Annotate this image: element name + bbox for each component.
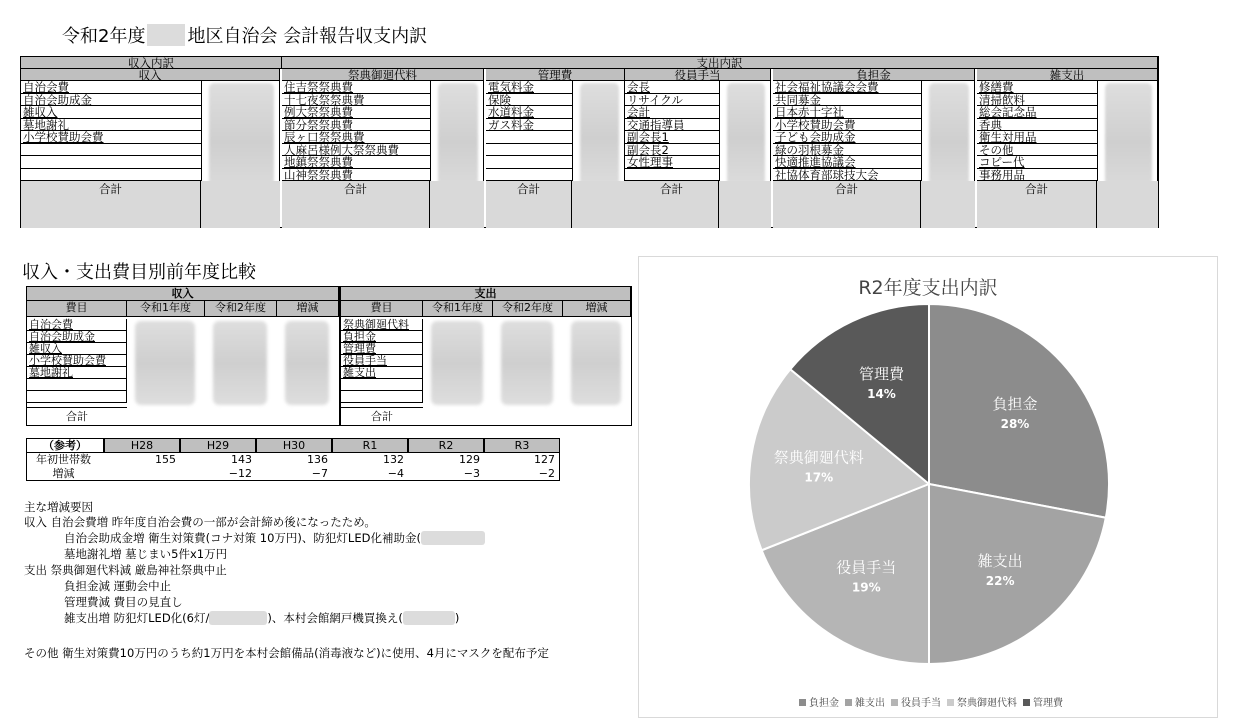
households-value: 129 <box>459 453 480 466</box>
total-label-misc: 合計 <box>977 181 1097 228</box>
empty-cell <box>486 156 572 169</box>
total-label: 合計 <box>27 407 127 425</box>
group-header: 収入 <box>27 287 339 301</box>
slice-label-4: 管理費 <box>858 365 904 384</box>
legend-swatch <box>1023 699 1030 706</box>
households-value: 127 <box>484 453 560 467</box>
item-income: 雑収入 <box>21 106 201 119</box>
empty-cell <box>27 391 127 403</box>
change-value: −4 <box>332 467 408 481</box>
redacted-amount <box>421 531 485 545</box>
redacted-amount <box>403 611 455 625</box>
report-table <box>20 56 1159 228</box>
note-line-7-a: 雑支出増 防犯灯LED化(6灯/ <box>64 611 210 625</box>
divider <box>719 81 720 181</box>
column-header: 令和2年度 <box>205 301 277 317</box>
item-officer: リサイクル <box>625 94 719 107</box>
note-line-2 <box>64 531 485 546</box>
redacted-values <box>571 321 621 405</box>
legend-item: 雑支出 <box>855 698 885 709</box>
change-value: −2 <box>484 467 560 481</box>
item-misc: 衛生対用品 <box>977 131 1097 144</box>
column-header-burden: 負担金 <box>773 69 975 81</box>
divider <box>572 81 573 181</box>
item-officer: 会計 <box>625 106 719 119</box>
redacted-values <box>213 321 267 405</box>
slice-value-0: 28% <box>1000 416 1030 431</box>
total-value-redacted <box>430 181 484 228</box>
households-value: 132 <box>383 453 404 466</box>
item-misc: コピー代 <box>977 156 1097 169</box>
item-burden: 共同募金 <box>773 94 921 107</box>
total-label-burden: 合計 <box>773 181 921 228</box>
column-header: 増減 <box>277 301 339 317</box>
divider <box>921 81 922 181</box>
notes <box>24 500 634 670</box>
redacted-values <box>135 321 195 405</box>
item-misc: 総会記念品 <box>977 106 1097 119</box>
item-management: 水道料金 <box>486 106 572 119</box>
expense-pie-chart <box>638 256 1218 718</box>
note-line-3: 墓地謝礼増 墓じまい5件x1万円 <box>64 547 228 561</box>
total-value-redacted <box>572 181 625 228</box>
page-title <box>62 22 427 48</box>
row-label: 雑支出 <box>341 367 423 379</box>
header-expense-group: 支出内訳 <box>282 57 1158 69</box>
empty-cell <box>21 169 201 182</box>
item-misc: 清掃飲料 <box>977 94 1097 107</box>
redacted-values <box>501 321 553 405</box>
column-header-festival: 祭典御廻代料 <box>282 69 484 81</box>
row-label: 管理費 <box>341 343 423 355</box>
item-management: 保険 <box>486 94 572 107</box>
column-header-misc: 雑支出 <box>977 69 1158 81</box>
redacted-values <box>285 321 329 405</box>
households-value: 143 <box>231 453 252 466</box>
chart-title: R2年度支出内訳 <box>858 277 998 299</box>
item-misc: その他 <box>977 144 1097 157</box>
column-header: 令和1年度 <box>127 301 205 317</box>
households-value: 136 <box>307 453 328 466</box>
row-label: 自治会費 <box>27 319 127 331</box>
item-festival: 十七夜祭祭典費 <box>282 94 430 107</box>
legend-item: 管理費 <box>1033 698 1063 709</box>
total-value-redacted <box>921 181 975 228</box>
row-label: 雑収入 <box>27 343 127 355</box>
change-value: −7 <box>256 467 332 481</box>
empty-cell <box>341 379 423 391</box>
item-festival: 地鎮祭祭典費 <box>282 156 430 169</box>
note-line-5: 負担金減 運動会中止 <box>64 579 172 593</box>
item-income: 小学校賛助会費 <box>21 131 201 144</box>
chart-legend <box>639 694 1217 709</box>
item-burden: 社会福祉協議会会費 <box>773 81 921 94</box>
redacted-values <box>431 321 483 405</box>
item-festival: 山神祭祭典費 <box>282 169 430 182</box>
slice-value-3: 17% <box>804 470 834 485</box>
item-officer: 交通指導員 <box>625 119 719 132</box>
empty-cell <box>486 169 572 182</box>
slice-label-0: 負担金 <box>992 394 1038 413</box>
row-label: 自治会助成金 <box>27 331 127 343</box>
year-header: H29 <box>180 438 256 453</box>
row-label: 小学校賛助会費 <box>27 355 127 367</box>
item-officer: 副会長2 <box>625 144 719 157</box>
column-header-income: 収入 <box>21 69 280 81</box>
divider <box>1097 81 1098 181</box>
total-label-management: 合計 <box>486 181 572 228</box>
slice-value-2: 19% <box>851 580 881 595</box>
total-value-redacted <box>1097 181 1158 228</box>
change-value: −12 <box>180 467 256 481</box>
item-misc: 事務用品 <box>977 169 1097 182</box>
item-income: 自治会助成金 <box>21 94 201 107</box>
item-officer: 副会長1 <box>625 131 719 144</box>
households-label: 年初世帯数 <box>26 453 104 467</box>
item-income: 自治会費 <box>21 81 201 94</box>
total-label: 合計 <box>341 407 423 425</box>
households-value: 155 <box>155 453 176 466</box>
total-label-officer: 合計 <box>625 181 719 228</box>
year-header: H28 <box>104 438 180 453</box>
empty-cell <box>27 379 127 391</box>
slice-label-3: 祭典御廻代料 <box>773 448 864 467</box>
total-label-festival: 合計 <box>282 181 430 228</box>
divider <box>430 81 431 181</box>
item-festival: 人麻呂様例大祭祭典費 <box>282 144 430 157</box>
item-burden: 快適推進協議会 <box>773 156 921 169</box>
note-line-4: 支出 祭典御廻代料減 厳島神社祭典中止 <box>24 563 227 577</box>
row-label: 祭典御廻代料 <box>341 319 423 331</box>
group-header: 支出 <box>341 287 631 301</box>
item-festival: 住吉祭祭典費 <box>282 81 430 94</box>
slice-label-2: 役員手当 <box>836 558 897 577</box>
legend-item: 役員手当 <box>901 698 941 709</box>
column-header: 費目 <box>341 301 423 317</box>
item-festival: 辰ヶ口祭祭典費 <box>282 131 430 144</box>
legend-item: 負担金 <box>809 698 839 709</box>
year-header: R3 <box>484 438 560 453</box>
item-burden: 緑の羽根募金 <box>773 144 921 157</box>
item-income: 墓地謝礼 <box>21 119 201 132</box>
change-label: 増減 <box>26 467 104 481</box>
legend-swatch <box>799 699 806 706</box>
item-management: ガス料金 <box>486 119 572 132</box>
legend-item: 祭典御廻代料 <box>957 698 1017 709</box>
column-header: 費目 <box>27 301 127 317</box>
column-header: 令和2年度 <box>493 301 563 317</box>
column-header: 令和1年度 <box>423 301 493 317</box>
reference-label: （参考） <box>26 438 104 453</box>
row-label: 墓地謝礼 <box>27 367 127 379</box>
header-income-group: 収入内訳 <box>21 57 282 69</box>
legend-swatch <box>845 699 852 706</box>
item-burden: 小学校賛助会費 <box>773 119 921 132</box>
item-officer: 女性理事 <box>625 156 719 169</box>
note-line-7 <box>64 611 459 626</box>
notes-heading: 主な増減要因 <box>24 500 93 514</box>
title-suffix: 地区自治会 会計報告収支内訳 <box>187 26 428 47</box>
note-line-7-c: ) <box>454 611 460 625</box>
legend-swatch <box>891 699 898 706</box>
slice-value-4: 14% <box>867 387 896 402</box>
year-header: R1 <box>332 438 408 453</box>
redacted-amount <box>209 611 267 625</box>
note-line-1: 収入 自治会費増 昨年度自治会費の一部が会計締め後になったため。 <box>24 515 376 529</box>
item-misc: 修繕費 <box>977 81 1097 94</box>
pie-svg <box>639 287 1217 707</box>
divider <box>201 81 202 181</box>
change-value: −3 <box>408 467 484 481</box>
empty-cell <box>486 144 572 157</box>
note-line-6: 管理費減 費目の見直し <box>64 595 183 609</box>
title-prefix: 令和2年度 <box>62 26 146 47</box>
reference-table <box>26 438 560 484</box>
year-header: R2 <box>408 438 484 453</box>
redacted-values <box>727 83 765 193</box>
slice-label-1: 雑支出 <box>977 551 1023 570</box>
note-line-7-b: )、本村会館網戸機買換え( <box>267 611 403 625</box>
column-header: 増減 <box>563 301 631 317</box>
legend-swatch <box>947 699 954 706</box>
comparison-title: 収入・支出費目別前年度比較 <box>22 262 256 283</box>
item-burden: 子ども会助成金 <box>773 131 921 144</box>
total-value-redacted <box>201 181 280 228</box>
income-comparison-table <box>26 286 340 426</box>
empty-cell <box>21 156 201 169</box>
empty-cell <box>21 144 201 157</box>
row-label: 負担金 <box>341 331 423 343</box>
redacted-values <box>580 83 619 193</box>
empty-cell <box>625 169 719 182</box>
total-value-redacted <box>719 181 771 228</box>
item-burden: 社協体育部球技大会 <box>773 169 921 182</box>
change-value <box>104 467 180 481</box>
item-festival: 節分祭祭典費 <box>282 119 430 132</box>
item-management: 電気料金 <box>486 81 572 94</box>
note-line-2-text: 自治会助成金増 衛生対策費(コナ対策 10万円)、防犯灯LED化補助金( <box>64 531 421 545</box>
empty-cell <box>486 131 572 144</box>
item-officer: 会長 <box>625 81 719 94</box>
item-burden: 日本赤十字社 <box>773 106 921 119</box>
column-header-officer: 役員手当 <box>625 69 771 81</box>
column-header-management: 管理費 <box>486 69 625 81</box>
redacted-district <box>147 24 185 46</box>
expense-comparison-table <box>340 286 632 426</box>
note-line-8: その他 衛生対策費10万円のうち約1万円を本村会館備品(消毒液など)に使用、4月にマスクを配布予定 <box>24 646 549 660</box>
item-misc: 香典 <box>977 119 1097 132</box>
year-header: H30 <box>256 438 332 453</box>
item-festival: 例大祭祭典費 <box>282 106 430 119</box>
total-label-income: 合計 <box>21 181 201 228</box>
row-label: 役員手当 <box>341 355 423 367</box>
slice-value-1: 22% <box>985 573 1015 588</box>
empty-cell <box>341 391 423 403</box>
